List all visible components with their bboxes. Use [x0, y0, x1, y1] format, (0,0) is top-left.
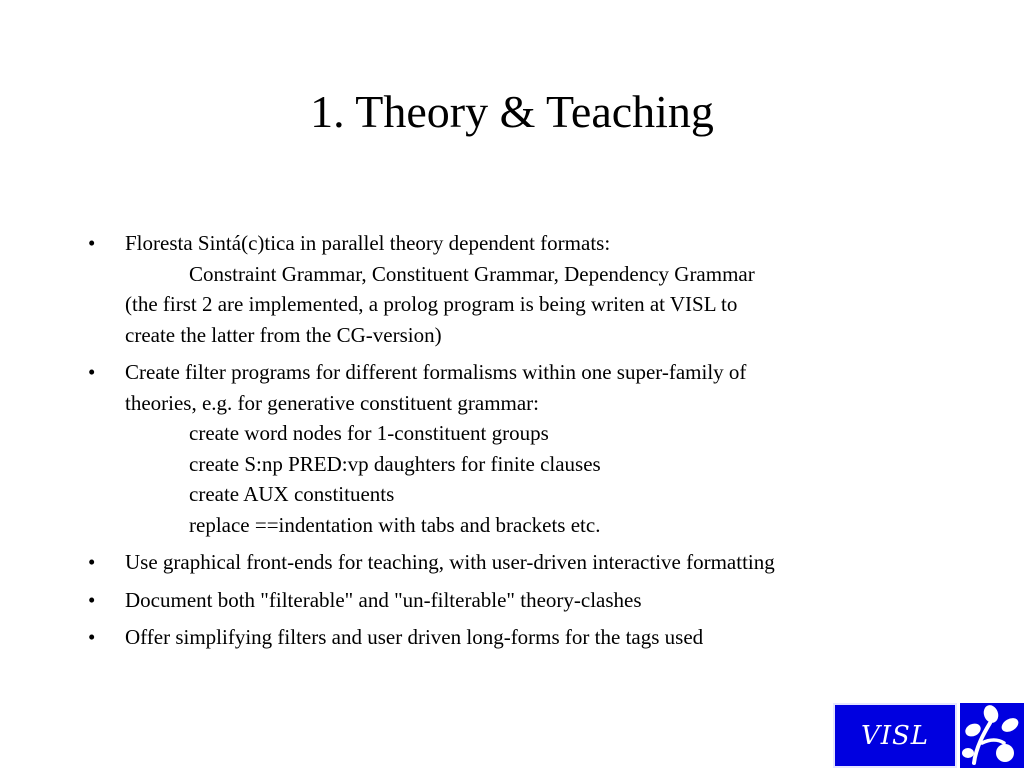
- bullet-line: Offer simplifying filters and user driven long-forms for the tags used: [125, 625, 704, 649]
- bullet-marker: •: [88, 550, 96, 574]
- bullet-list: [0, 228, 1024, 660]
- bullet-subline: create AUX constituents: [189, 482, 395, 506]
- bullet-line: Floresta Sintá(c)tica in parallel theory dependent formats:: [125, 231, 611, 255]
- bullet-item: [0, 228, 1024, 350]
- bullet-line: (the first 2 are implemented, a prolog program is being writen at VISL to: [125, 292, 738, 316]
- bullet-line: theories, e.g. for generative constituent grammar:: [125, 390, 540, 415]
- bullet-item: [0, 622, 1024, 653]
- bullet-marker: •: [88, 231, 96, 255]
- bullet-subline: replace ==indentation with tabs and brackets etc.: [189, 512, 601, 537]
- bullet-marker: •: [88, 625, 96, 649]
- flower-sprig-icon-graphic: [960, 703, 1024, 768]
- visl-logo-text: VISL: [860, 720, 930, 751]
- bullet-line: Create filter programs for different formalisms within one super-family of: [125, 360, 747, 384]
- flower-sprig-icon: [960, 703, 1024, 768]
- bullet-line: Document both "filterable" and "un-filterable" theory-clashes: [125, 587, 642, 612]
- bullet-subline: create word nodes for 1-constituent groups: [189, 421, 549, 445]
- bullet-line: Use graphical front-ends for teaching, with user-driven interactive formatting: [125, 550, 775, 574]
- bullet-line: create the latter from the CG-version): [125, 322, 442, 347]
- bullet-subline: Constraint Grammar, Constituent Grammar, Dependency Grammar: [189, 261, 755, 286]
- bullet-item: [0, 357, 1024, 540]
- bullet-item: [0, 585, 1024, 616]
- slide-title: 1. Theory & Teaching: [310, 86, 714, 137]
- bullet-subline: create S:np PRED:vp daughters for finite clauses: [189, 451, 601, 476]
- bullet-marker: •: [88, 587, 96, 612]
- bullet-item: [0, 547, 1024, 578]
- visl-logo: [833, 703, 1024, 768]
- visl-logo-wordmark: [833, 703, 957, 768]
- bullet-marker: •: [88, 360, 96, 384]
